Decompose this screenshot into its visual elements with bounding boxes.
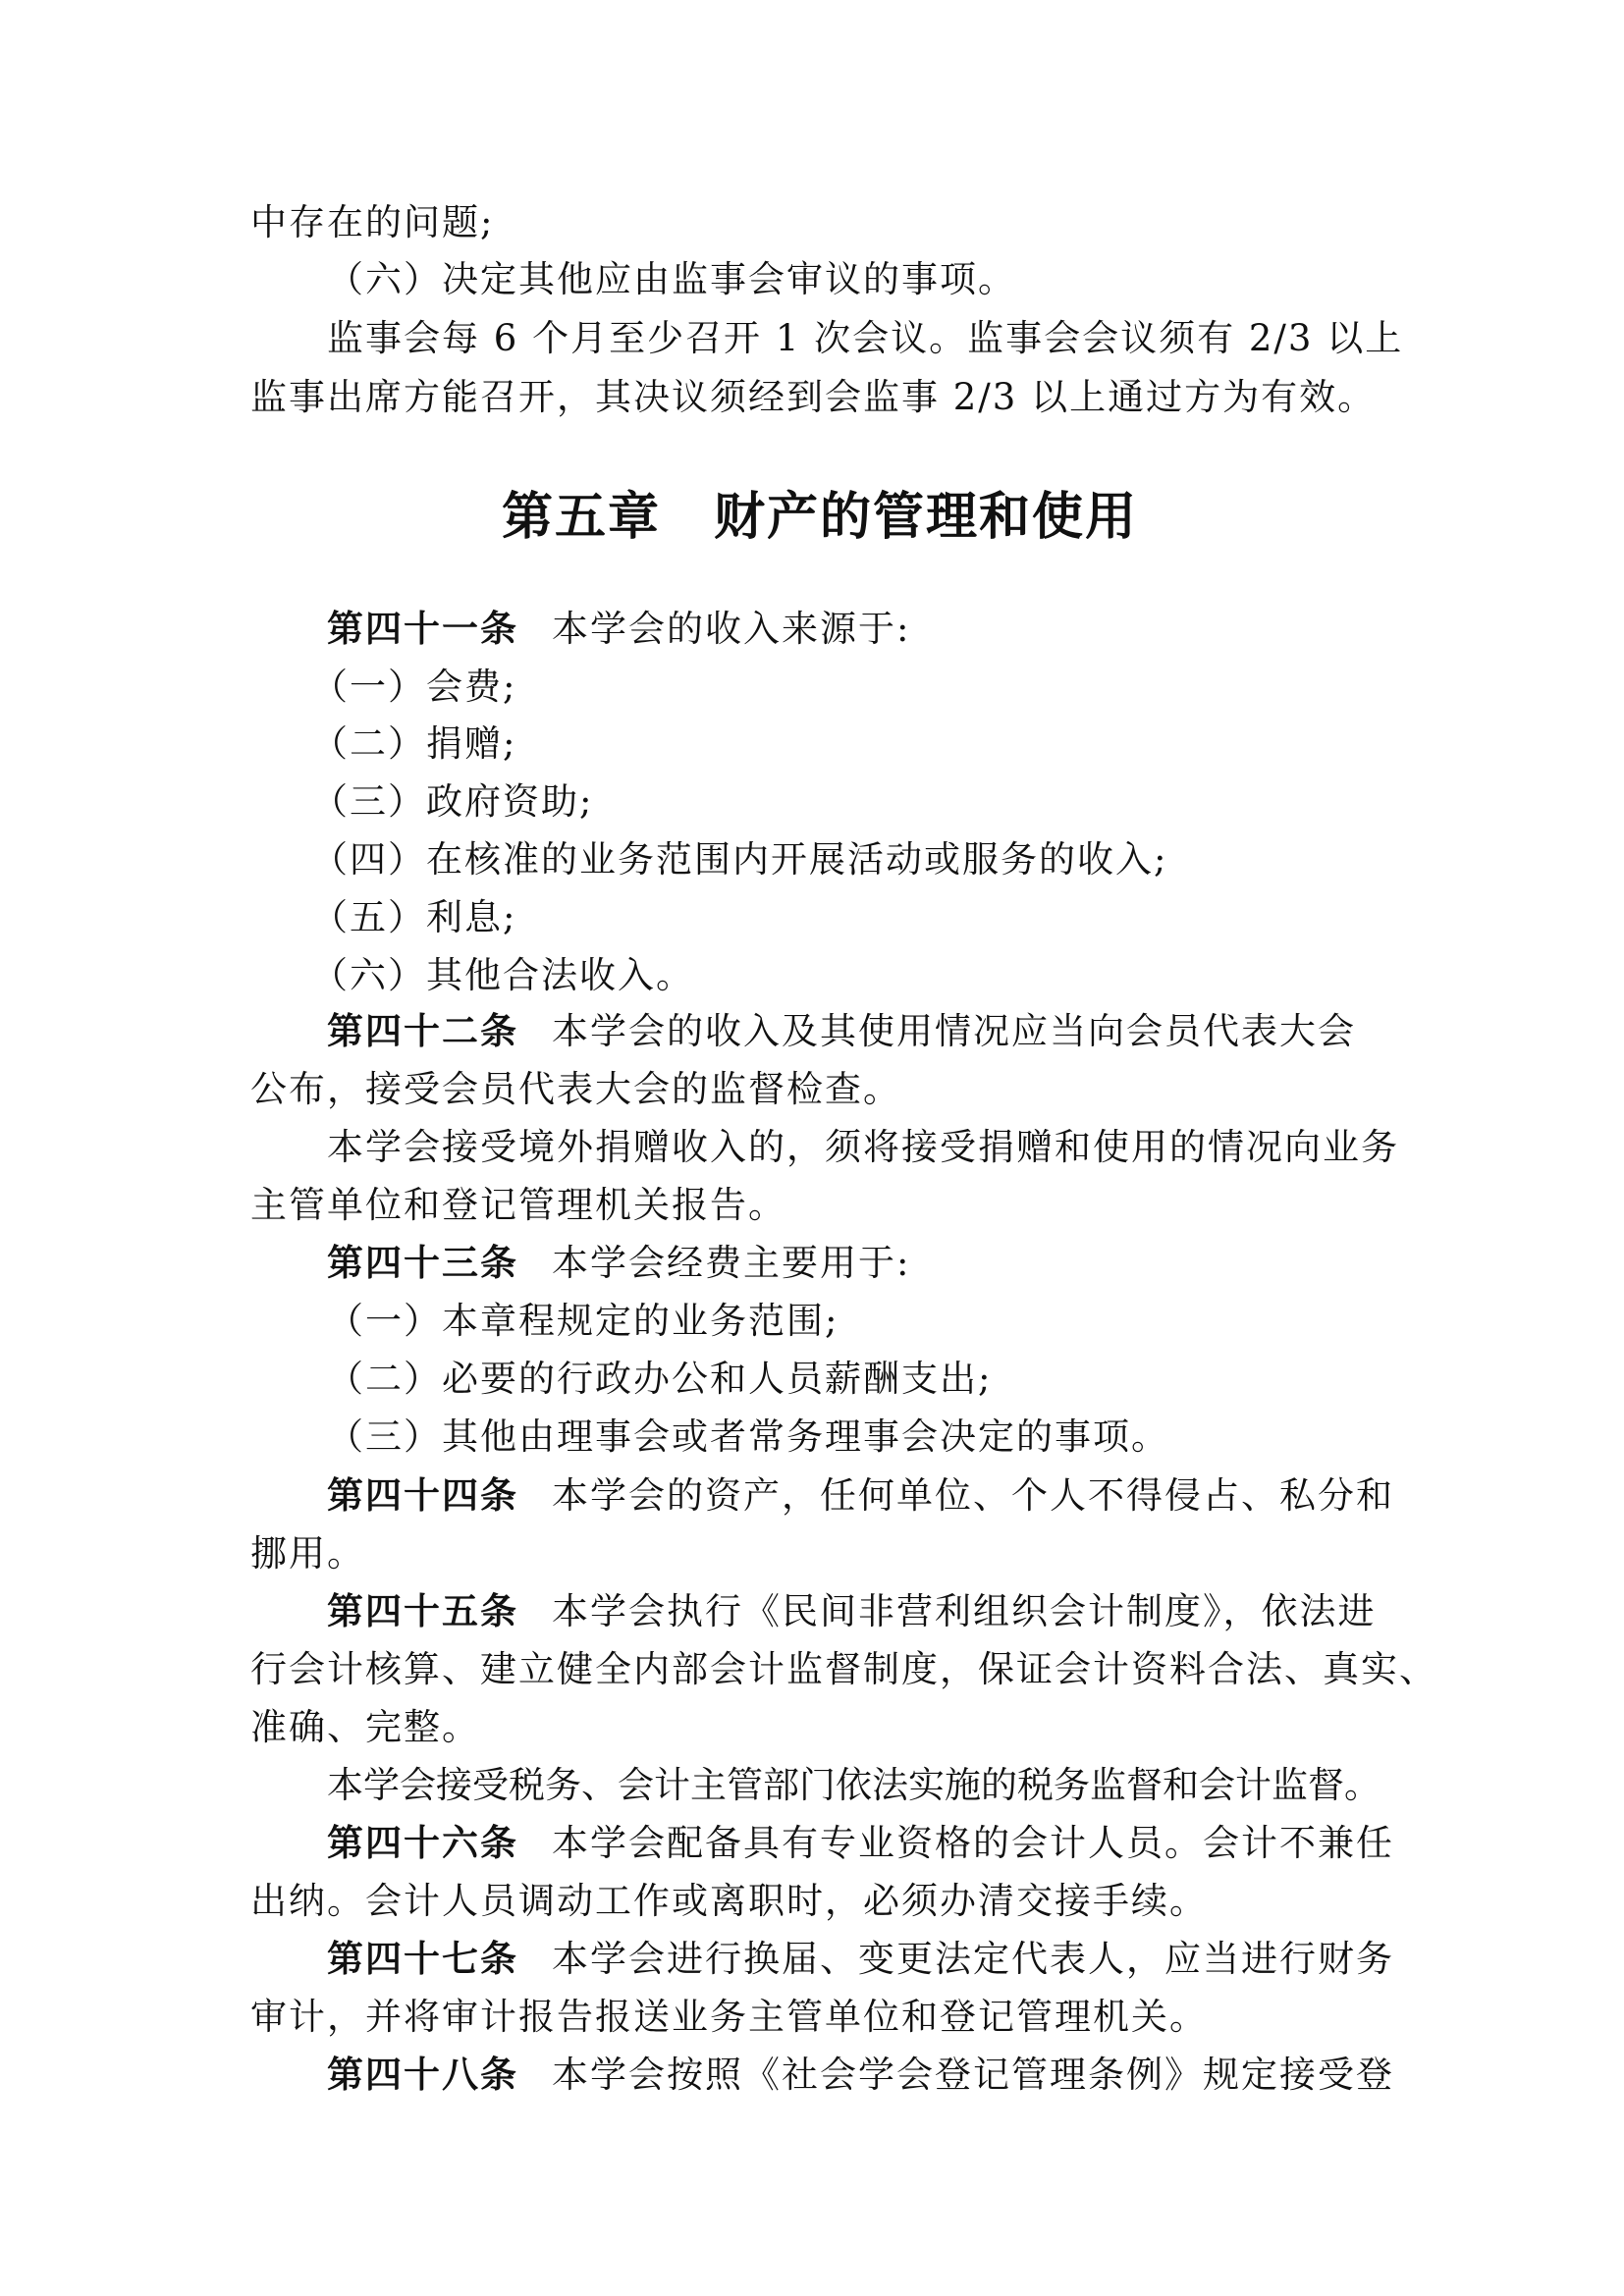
text-line: 主管单位和登记管理机关报告。 [250, 1184, 786, 1226]
text-line: 监事会每 6 个月至少召开 1 次会议。监事会会议须有 2/3 以上 [327, 317, 1404, 359]
list-item: （四）在核准的业务范围内开展活动或服务的收入; [311, 838, 1168, 881]
article-46 [327, 1817, 1394, 1870]
list-item: （三）政府资助; [311, 780, 594, 823]
text-line: 中存在的问题; [250, 201, 495, 243]
document-page [250, 0, 1437, 2296]
article-text: 本学会进行换届、变更法定代表人，应当进行财务 [552, 1938, 1394, 1980]
article-43 [327, 1237, 1389, 1290]
article-text: 本学会经费主要用于: [552, 1242, 911, 1284]
article-text: 本学会执行《民间非营利组织会计制度》，依法进 [552, 1590, 1377, 1632]
article-label: 第四十六条 [327, 1822, 518, 1864]
text-line: （六）决定其他应由监事会审议的事项。 [327, 258, 1016, 300]
article-label: 第四十二条 [327, 1010, 518, 1052]
article-label: 第四十八条 [327, 2054, 518, 2096]
article-text: 本学会的收入及其使用情况应当向会员代表大会 [552, 1010, 1356, 1052]
list-item: （一）本章程规定的业务范围; [327, 1300, 839, 1342]
list-item: （二）捐赠; [311, 722, 517, 765]
text-line: 审计，并将审计报告报送业务主管单位和登记管理机关。 [250, 1996, 1208, 2038]
article-text: 本学会按照《社会学会登记管理条例》规定接受登 [552, 2054, 1394, 2096]
article-47 [327, 1933, 1394, 1986]
article-label: 第四十七条 [327, 1938, 518, 1980]
article-label: 第四十一条 [327, 608, 518, 650]
list-item: （六）其他合法收入。 [311, 954, 694, 996]
article-text: 本学会的资产，任何单位、个人不得侵占、私分和 [552, 1474, 1394, 1517]
article-41 [327, 603, 1389, 656]
text-line: 监事出席方能召开，其决议须经到会监事 2/3 以上通过方为有效。 [250, 376, 1377, 418]
chapter-title: 第五章 财产的管理和使用 [501, 488, 1138, 547]
article-label: 第四十四条 [327, 1474, 518, 1517]
text-line: 本学会接受境外捐赠收入的，须将接受捐赠和使用的情况向业务 [327, 1126, 1399, 1168]
article-45 [327, 1585, 1389, 1638]
article-42 [327, 1005, 1389, 1058]
article-label: 第四十五条 [327, 1590, 518, 1632]
text-line: 准确、完整。 [250, 1706, 480, 1748]
list-item: （五）利息; [311, 896, 517, 938]
list-item: （二）必要的行政办公和人员薪酬支出; [327, 1358, 993, 1400]
article-48 [327, 2049, 1394, 2102]
text-line: 出纳。会计人员调动工作或离职时，必须办清交接手续。 [250, 1880, 1208, 1922]
article-label: 第四十三条 [327, 1242, 518, 1284]
list-item: （一）会费; [311, 666, 517, 708]
list-item: （三）其他由理事会或者常务理事会决定的事项。 [327, 1415, 1169, 1458]
article-text: 本学会的收入来源于: [552, 608, 911, 650]
article-text: 本学会配备具有专业资格的会计人员。会计不兼任 [552, 1822, 1394, 1864]
text-line: 行会计核算、建立健全内部会计监督制度，保证会计资料合法、真实、 [250, 1648, 1437, 1690]
text-line: 本学会接受税务、会计主管部门依法实施的税务监督和会计监督。 [327, 1764, 1380, 1806]
article-44 [327, 1469, 1394, 1522]
text-line: 挪用。 [250, 1532, 365, 1575]
text-line: 公布，接受会员代表大会的监督检查。 [250, 1068, 901, 1110]
